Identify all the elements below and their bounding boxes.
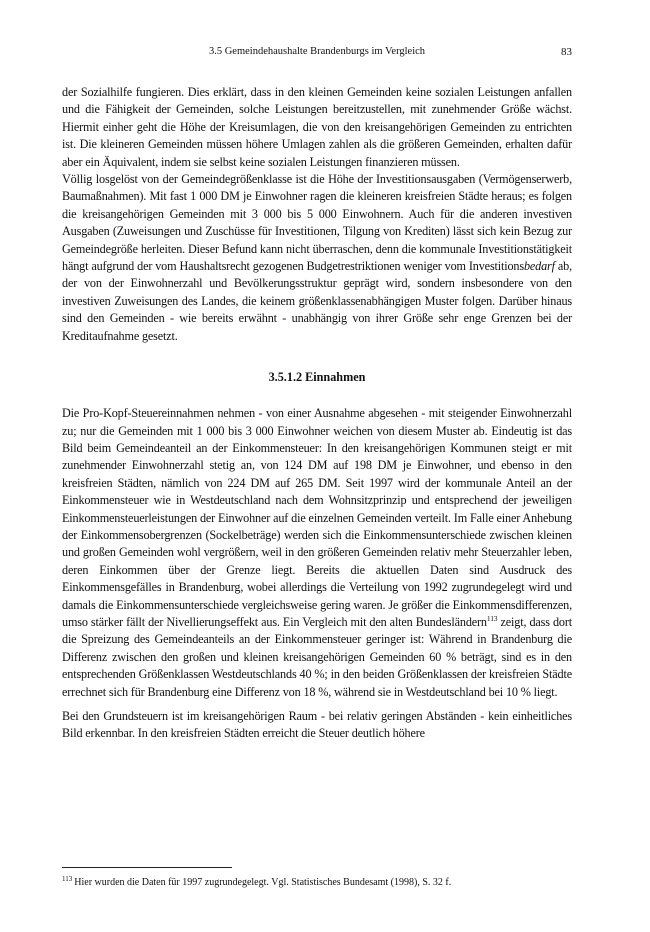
paragraph-2-text-end: ab, der von der Einwohnerzahl und Bevölkerungsstruktur geprägt wird, sondern insbesondere von den investiven Zuweisungen des Landes, die keinem größenklassenabhängigen Muster folgen. Darüber hinaus sind den Gemeinden - wie bereits erwähnt - unabhängig von ihrer Größe sehr enge Grenzen bei der Kreditaufnahme gesetzt. [62,259,572,343]
paragraph-3-text-end: zeigt, dass dort die Spreizung des Gemeindeanteils an der Einkommensteuer geringer ist: Während in Brandenburg die Differenz zwischen den großen und kleinen kreisangehörigen Gemeinden 60 % beträgt, sind es in den entsprechenden Größenklassen Westdeutschlands 40 %; in den beiden Größenklassen der kreisfreien Städte errechnet sich für Brandenburg eine Differenz von 18 %, während sie in Westdeutschland bei 10 % liegt. [62,614,572,699]
running-title: 3.5 Gemeindehaushalte Brandenburgs im Vergleich [208,46,426,57]
footnote-mark: 113 [62,874,73,883]
paragraph-1: der Sozialhilfe fungieren. Dies erklärt, dass in den kleinen Gemeinden keine sozialen Leistungen anfallen und die Fähigkeit der Gemeinden, solche Leistungen bereitzustellen, mit zunehmender Größe wächst. Hiermit einher geht die Höhe der Kreisumlagen, die von den kreisangehörigen Gemeinden zu entrichten ist. Die kleineren Gemeinden müssen höhere Umlagen zahlen als die größeren Gemeinden, erhalten dafür aber ein Äquivalent, indem sie selbst keine sozialen Leistungen finanzieren müssen. [62,85,572,169]
section-heading: 3.5.1.2 Einnahmen [268,370,366,385]
paragraph-3-text-start: Die Pro-Kopf-Steuereinnahmen nehmen - von einer Ausnahme abgesehen - mit steigender Einwohnerzahl zu; nur die Gemeinden mit 1 000 bis 3 000 Einwohner weichen von diesem Muster ab. Eindeutig ist das Bild beim Gemeindeanteil an der Einkommensteuer: In den kreisangehörigen Kommunen steigt er mit zunehmender Einwohnerzahl stetig an, von 124 DM auf 198 DM je Einwohner, und ebenso in den kreisfreien Städten, nämlich von 224 DM auf 265 DM. Seit 1997 wird der kommunale Anteil an der Einkommensteuer wie in Westdeutschland nach dem Wohnsitzprinzip und entsprechend der jeweiligen Einkommensteuerleistungen der Einwohner auf die einzelnen Gemeinden verteilt. Im Falle einer Anhebung der Einkommensobergrenzen (Sockelbeträge) werden sich die Einkommensunterschiede zwischen kleinen und großen Gemeinden wohl vergrößern, weil in den größeren Gemeinden relativ mehr Steuerzahler leben, deren Einkommen über der Grenze liegt. Bereits die aktuellen Daten sind Ausdruck des Einkommensgefälles in Brandenburg, wobei allerdings die Verteilung von 1992 zugrundegelegt wird und damals die Einkommensunterschiede vergleichsweise gering waren. Je größer die Einkommensdifferenzen, umso stärker fällt der Nivellierungseffekt aus. Ein Vergleich mit den alten Bundesländern [62,406,572,629]
paragraph-2 [62,171,572,345]
paragraph-2-italic-word: bedarf [523,259,555,274]
page-number: 83 [561,46,572,58]
footnote-divider [62,867,232,868]
footnote [62,876,572,890]
footnote-text: Hier wurden die Daten für 1997 zugrundegelegt. Vgl. Statistisches Bundesamt (1998), S. 32 f. [74,877,452,888]
footnote-reference[interactable]: 113 [486,613,498,623]
page-body [62,84,572,743]
running-header [62,44,572,60]
paragraph-4: Bei den Grundsteuern ist im kreisangehörigen Raum - bei relativ geringen Abständen - kein einheitliches Bild erkennbar. In den kreisfreien Städten erreicht die Steuer deutlich höhere [62,709,572,741]
paragraph-2-text-start: Völlig losgelöst von der Gemeindegrößenklasse ist die Höhe der Investitionsausgaben (Vermögenserwerb, Baumaßnahmen). Mit fast 1 000 DM je Einwohner ragen die kleineren kreisfreien Städte heraus; es folgen die kreisangehörigen Gemeinden mit 3 000 bis 5 000 Einwohnern. Auch für die anderen investiven Ausgaben (Zuweisungen und Zuschüsse für Investitionen, Tilgung von Krediten) lässt sich kein Bezug zur Gemeindegröße herleiten. Dieser Befund kann nicht überraschen, denn die kommunale Investitionstätigkeit hängt aufgrund der vom Haushaltsrecht gezogenen Budgetrestriktionen weniger vom Investitions [62,172,572,274]
paragraph-3 [62,405,572,701]
